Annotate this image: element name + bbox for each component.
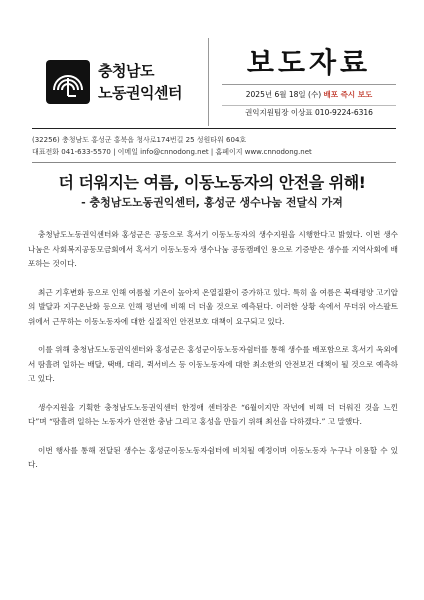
- center-logo-icon: [46, 60, 90, 104]
- release-date-line: [222, 88, 396, 102]
- paragraph: 최근 기후변화 등으로 인해 여름철 기온이 높아져 온열질환이 증가하고 있다. 특히 올 여름은 북태평양 고기압의 발달과 지구온난화 등으로 인해 평년에 비해 더 더울 것으로 예측된다. 이러한 상황 속에서 무더위 아스팔트 위에서 근무하는 이동노동자에 대한 실질적인 안전보호 대책이 요구되고 있다.: [28, 287, 398, 326]
- press-header: [32, 38, 396, 129]
- headline: 더 더워지는 여름, 이동노동자의 안전을 위해!: [58, 173, 366, 192]
- paragraph: 충청남도노동권익센터와 홍성군은 공동으로 혹서기 이동노동자의 생수지원을 시행한다고 밝혔다. 이번 생수나눔은 사회복지공동모금회에서 혹서기 이동노동자 생수나눔 공동캠페인 용으로 기증받은 생수를 지역사회에 배포하는 것이다.: [28, 230, 398, 268]
- paragraph: 생수지원을 기획한 충청남도노동권익센터 한정애 센터장은 “6월이지만 작년에 비해 더 더워진 것을 느낀다”며 “땀흘려 일하는 노동자가 안전한 충남 그리고 홍성을 만들기 위해 최선을 다하겠다.” 고 말했다.: [28, 402, 398, 426]
- header-divider: [32, 162, 396, 163]
- article-body: [28, 228, 398, 487]
- paragraph: 이번 행사를 통해 전달된 생수는 홍성군이동노동자쉼터에 비치될 예정이며 이동노동자 누구나 이용할 수 있다.: [28, 445, 398, 469]
- release-date: 2025년 6월 18일 (수): [245, 90, 322, 99]
- address-block: [32, 134, 396, 158]
- org-name-line1: 충청남도: [98, 62, 154, 80]
- contact-line: 권익지원팀장 이상표 010-9224-6316: [222, 105, 396, 120]
- org-name-line2: 노동권익센터: [98, 84, 182, 102]
- address-line1: (32256) 충청남도 홍성군 홍북읍 청사로174번길 25 성원타워 604호: [32, 136, 247, 144]
- subheadline: - 충청남도노동권익센터, 홍성군 생수나눔 전달식 가져: [81, 196, 343, 209]
- logo-area: [32, 38, 209, 126]
- paragraph: 이를 위해 충청남도노동권익센터와 홍성군은 홍성군이동노동자쉼터를 통해 생수를 배포함으로 혹서기 옥외에서 땀흘려 일하는 배달, 택배, 대리, 퀵서비스 등 이동노동자에 대한 최소한의 안전보건 대책이 될 것으로 예측하고 있다.: [28, 345, 398, 383]
- press-release-title: 보도자료: [222, 42, 396, 85]
- address-line2: 대표전화 041-633-5570 | 이메일 info@cnnodong.net | 홈페이지 www.cnnodong.net: [32, 148, 312, 156]
- embargo-label: 배포 즉시 보도: [323, 90, 373, 99]
- org-name: [98, 60, 182, 104]
